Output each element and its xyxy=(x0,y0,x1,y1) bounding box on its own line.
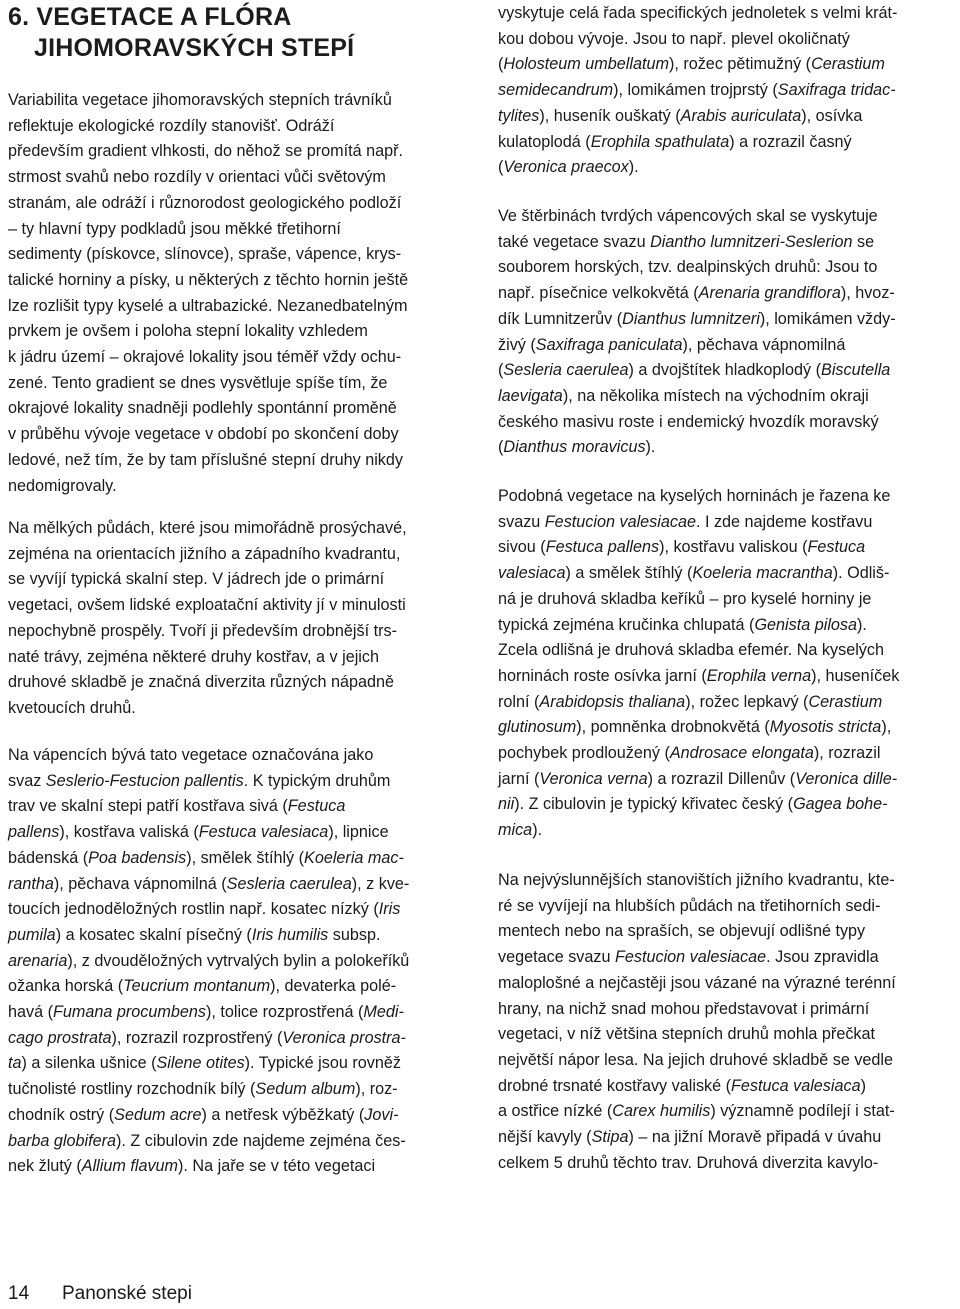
text-line: glutinosum), pomněnka drobnokvětá (Myosotis stricta), xyxy=(498,718,892,737)
text-line: mica). xyxy=(498,821,543,840)
text-line: svaz Seslerio-Festucion pallentis. K typickým druhům xyxy=(8,771,391,790)
text-line: laevigata), na několika místech na východním okraji xyxy=(498,386,869,405)
right-paragraph-3 xyxy=(498,484,954,844)
page-number: 14 xyxy=(8,1283,30,1304)
text-line: drobné trsnaté kostřavy valiské (Festuca valesiaca) xyxy=(498,1076,866,1095)
page-title xyxy=(8,2,468,64)
text-line: Zcela odlišná je druhová skladba efemér. Na kyselých xyxy=(498,641,885,660)
text-line: souborem horských, tzv. dealpinských druhů: Jsou to xyxy=(498,258,878,277)
text-line: vegetaci, v níž většina stepních druhů mohla přečkat xyxy=(498,1025,876,1044)
text-line: jarní (Veronica verna) a rozrazil Dillenův (Veronica dille- xyxy=(498,769,898,788)
text-line: pumila) a kosatec skalní písečný (Iris humilis subsp. xyxy=(8,925,381,944)
text-line: (Holosteum umbellatum), rožec pětimužný (Cerastium xyxy=(498,55,885,74)
text-line: např. písečnice velkokvětá (Arenaria grandiflora), hvoz- xyxy=(498,284,895,303)
text-line: arenaria), z dvouděložných vytrvalých bylin a polokeříků xyxy=(8,951,410,970)
text-line: nepochybně prospěly. Tvoří ji především drobnější trs- xyxy=(8,621,397,640)
text-line: tylites), huseník ouškatý (Arabis auriculata), osívka xyxy=(498,106,863,125)
text-line: zené. Tento gradient se dnes vysvětluje spíše tím, že xyxy=(8,373,388,392)
text-line: horninách roste osívka jarní (Erophila verna), huseníček xyxy=(498,666,900,685)
text-line: kou dobou vývoje. Jsou to např. plevel okoličnatý xyxy=(498,29,850,48)
text-line: reflektuje ekologické rozdíly stanovišť. Odráží xyxy=(8,116,335,135)
text-line: (Sesleria caerulea) a dvojštítek hladkoplodý (Biscutella xyxy=(498,361,891,380)
right-paragraph-2 xyxy=(498,204,954,461)
text-line: valesiaca) a smělek štíhlý (Koeleria macrantha). Odliš- xyxy=(498,564,890,583)
right-paragraph-4 xyxy=(498,868,954,1176)
text-line: sedimenty (pískovce, slínovce), spraše, vápence, krys- xyxy=(8,245,402,264)
text-line: semidecandrum), lomikámen trojprstý (Saxifraga tridac- xyxy=(498,81,896,100)
text-line: svazu Festucion valesiacae. I zde najdeme kostřavu xyxy=(498,512,873,531)
text-line: tučnolisté rostliny rozchodník bílý (Sedum album), roz- xyxy=(8,1080,398,1099)
text-line: mentech nebo na spraších, se objevují odlišné typy xyxy=(498,922,866,941)
text-line: českého masivu roste i endemický hvozdík moravský xyxy=(498,412,879,431)
title-line-1: 6. VEGETACE A FLÓRA xyxy=(8,3,292,31)
left-paragraph-3 xyxy=(8,743,464,1180)
text-line: nější kavyly (Stipa) – na jižní Moravě připadá v úvahu xyxy=(498,1128,882,1147)
text-line: ožanka horská (Teucrium montanum), devaterka polé- xyxy=(8,977,397,996)
text-line: sivou (Festuca pallens), kostřavu valiskou (Festuca xyxy=(498,538,866,557)
text-line: maloplošné a nejčastěji jsou vázané na výrazné terénní xyxy=(498,973,896,992)
text-line: kulatoplodá (Erophila spathulata) a rozrazil časný xyxy=(498,132,852,151)
text-line: také vegetace svazu Diantho lumnitzeri-Seslerion se xyxy=(498,232,875,251)
text-line: lze rozlišit typy kyselé a ultrabazické. Nezanedbatelným xyxy=(8,296,408,315)
text-line: (Dianthus moravicus). xyxy=(498,438,656,457)
text-line: okrajové lokality snadněji podlehly spontánní proměně xyxy=(8,399,397,418)
text-line: největší nápor lesa. Na jejich druhové skladbě se vedle xyxy=(498,1050,894,1069)
text-line: barba globifera). Z cibulovin zde najdeme zejména čes- xyxy=(8,1131,406,1150)
text-line: bádenská (Poa badensis), smělek štíhlý (Koeleria mac- xyxy=(8,848,404,867)
text-line: dík Lumnitzerův (Dianthus lumnitzeri), lomikámen vždy- xyxy=(498,309,896,328)
text-line: typická zejména kručinka chlupatá (Genista pilosa). xyxy=(498,615,867,634)
text-line: pochybek prodloužený (Androsace elongata), rozrazil xyxy=(498,744,881,763)
text-line: rolní (Arabidopsis thaliana), rožec lepkavý (Cerastium xyxy=(498,692,883,711)
text-line: pallens), kostřava valiská (Festuca valesiaca), lipnice xyxy=(8,823,389,842)
text-line: ré se vyvíjejí na hlubších půdách na třetihorních sedi- xyxy=(498,896,881,915)
text-line: se vyvíjí typická skalní step. V jádrech jde o primární xyxy=(8,570,385,589)
text-line: k jádru území – okrajové lokality jsou téměř vždy ochu- xyxy=(8,348,402,367)
text-line: především gradient vlhkosti, do něhož se promítá např. xyxy=(8,142,404,161)
running-title: Panonské stepi xyxy=(62,1283,192,1304)
left-paragraph-2 xyxy=(8,516,464,722)
text-line: Na vápencích bývá tato vegetace označována jako xyxy=(8,746,374,764)
right-paragraph-1 xyxy=(498,1,954,181)
text-line: ledové, než tím, že by tam příslušné stepní druhy nikdy xyxy=(8,450,403,469)
text-line: zejména na orientacích jižního a západního kvadrantu, xyxy=(8,544,401,563)
text-line: Na nejvýslunnějších stanovištích jižního kvadrantu, kte- xyxy=(498,871,895,889)
text-line: živý (Saxifraga paniculata), pěchava vápnomilná xyxy=(498,335,846,354)
title-line-2: JIHOMORAVSKÝCH STEPÍ xyxy=(34,34,355,62)
text-line: (Veronica praecox). xyxy=(498,158,639,177)
left-paragraph-1 xyxy=(8,88,464,499)
text-line: Na mělkých půdách, které jsou mimořádně prosýchavé, xyxy=(8,519,407,537)
text-line: chodník ostrý (Sedum acre) a netřesk výběžkatý (Jovi- xyxy=(8,1105,399,1124)
text-line: v průběhu vývoje vegetace v období po skončení doby xyxy=(8,425,399,444)
text-line: stranám, ale odráží i různorodost geologického podloží xyxy=(8,193,402,212)
text-line: a ostřice nízké (Carex humilis) významně podílejí i stat- xyxy=(498,1102,895,1121)
text-line: Ve štěrbinách tvrdých vápencových skal se vyskytuje xyxy=(498,207,878,225)
text-line: rantha), pěchava vápnomilná (Sesleria caerulea), z kve- xyxy=(8,874,410,893)
text-line: nii). Z cibulovin je typický křivatec český (Gagea bohe- xyxy=(498,795,888,814)
text-line: toucích jednoděložných rostlin např. kosatec nízký (Iris xyxy=(8,900,401,919)
text-line: trav ve skalní stepi patří kostřava sivá (Festuca xyxy=(8,797,346,816)
text-line: hrany, na nichž snad mohou představovat i primární xyxy=(498,999,870,1018)
text-line: druhové skladbě je značná diverzita různých nápadně xyxy=(8,673,395,692)
page-footer xyxy=(8,1281,192,1307)
text-line: kvetoucích druhů. xyxy=(8,698,136,717)
text-line: vegetaci, ovšem lidské exploatační aktivity jí v minulosti xyxy=(8,596,406,615)
text-line: – ty hlavní typy podkladů jsou měkké třetihorní xyxy=(8,219,341,238)
text-line: cago prostrata), rozrazil rozprostřený (Veronica prostra- xyxy=(8,1028,406,1047)
text-line: naté trávy, zejména některé druhy kostřav, a v jejich xyxy=(8,647,379,666)
text-line: vegetace svazu Festucion valesiacae. Jsou zpravidla xyxy=(498,948,879,967)
text-line: Variabilita vegetace jihomoravských stepních trávníků xyxy=(8,91,392,109)
text-line: vyskytuje celá řada specifických jednoletek s velmi krát- xyxy=(498,4,898,22)
text-line: ná je druhová skladba keříků – pro kyselé horniny je xyxy=(498,589,872,608)
text-line: ta) a silenka ušnice (Silene otites). Typické jsou rovněž xyxy=(8,1054,401,1073)
text-line: havá (Fumana procumbens), tolice rozprostřená (Medi- xyxy=(8,1003,404,1022)
text-line: Podobná vegetace na kyselých horninách je řazena ke xyxy=(498,487,891,505)
text-line: strmost svahů nebo rozdíly v orientaci vůči světovým xyxy=(8,168,386,187)
text-line: nedomigrovaly. xyxy=(8,476,117,495)
text-line: prvkem je ovšem i poloha stepní lokality vzhledem xyxy=(8,322,368,341)
text-line: talické horniny a písky, u některých z těchto hornin ještě xyxy=(8,270,409,289)
text-line: celkem 5 druhů těchto trav. Druhová diverzita kavylo- xyxy=(498,1153,879,1172)
text-line: nek žlutý (Allium flavum). Na jaře se v této vegetaci xyxy=(8,1157,376,1176)
